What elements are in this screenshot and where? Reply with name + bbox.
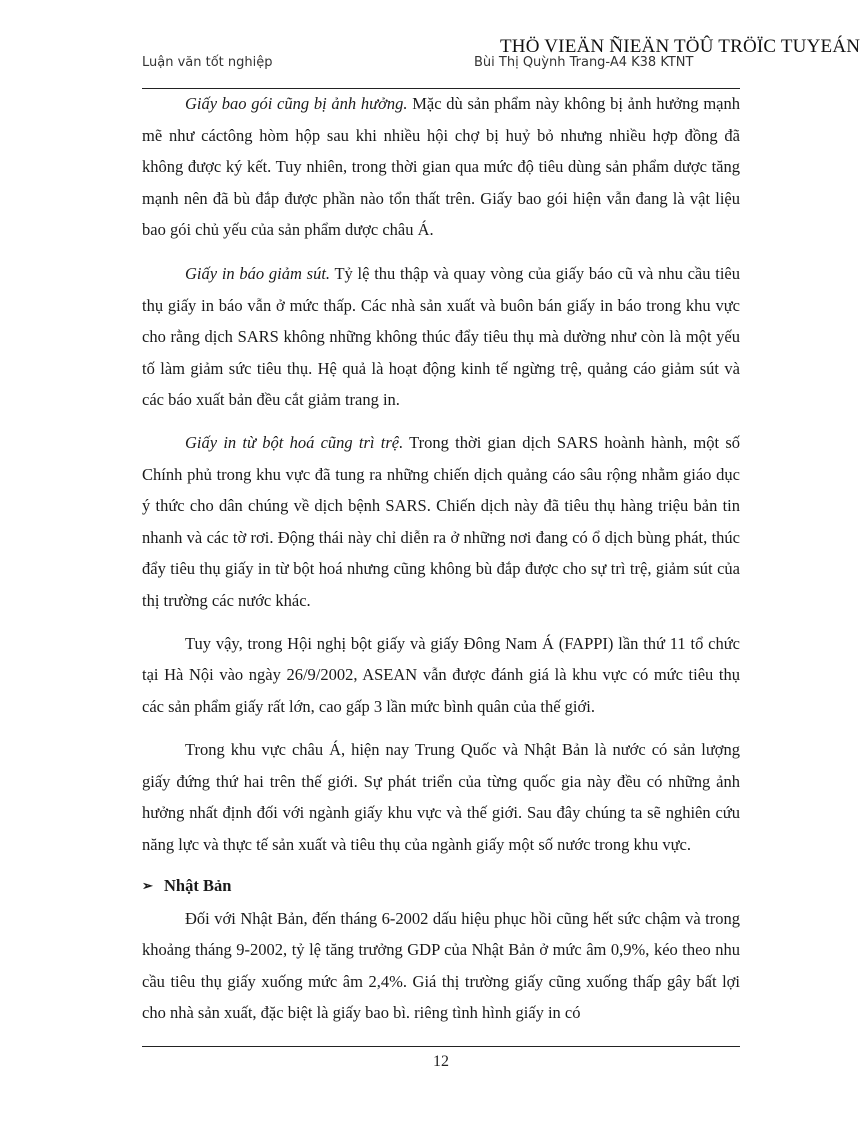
watermark-text: THÖ VIEÄN ÑIEÄN TÖÛ TRÖÏC TUYEÁN [500, 36, 860, 57]
paragraph-text: Tuy vậy, trong Hội nghị bột giấy và giấy Đông Nam Á (FAPPI) lần thứ 11 tổ chức tại Hà Nội vào ngày 26/9/2002, ASEAN vẫn được đánh giá là khu vực có mức tiêu thụ các sản phẩm giấy rất lớn, cao gấp 3 lần mức bình quân của thế giới. [142, 633, 740, 716]
paragraph-packaging-paper [142, 88, 740, 246]
document-body [142, 88, 740, 1029]
paragraph-lead: Giấy bao gói cũng bị ảnh hưởng. [185, 94, 408, 113]
paragraph-chemical-pulp-paper [142, 427, 740, 617]
paragraph-japan [142, 903, 740, 1029]
section-heading-text: Nhật Bản [164, 875, 232, 895]
header-left-title: Luận văn tốt nghiệp [142, 55, 273, 70]
header-author: Bùi Thị Quỳnh Trang-A4 K38 KTNT [474, 55, 694, 70]
section-heading-japan [142, 871, 740, 901]
paragraph-lead: Giấy in từ bột hoá cũng trì trệ. [185, 432, 404, 452]
footer-rule [142, 1046, 740, 1047]
paragraph-text: Đối với Nhật Bản, đến tháng 6-2002 dấu hiệu phục hồi cũng hết sức chậm và trong khoảng tháng 9-2002, tỷ lệ tăng trưởng GDP của Nhật Bản ở mức âm 0,9%, kéo theo nhu cầu tiêu thụ giấy xuống mức âm 2,4%. Giá thị trường giấy cũng xuống thấp gây bất lợi cho nhà sản xuất, đặc biệt là giấy bao bì. riêng tình hình giấy in có [142, 908, 740, 1023]
paragraph-text: Trong khu vực châu Á, hiện nay Trung Quốc và Nhật Bản là nước có sản lượng giấy đứng thứ hai trên thế giới. Sự phát triển của từng quốc gia này đều có những ảnh hưởng nhất định đối với ngành giấy khu vực và thế giới. Sau đây chúng ta sẽ nghiên cứu năng lực và thực tế sản xuất và tiêu thụ của ngành giấy một số nước trong khu vực. [142, 740, 740, 855]
paragraph-text: Mặc dù sản phẩm này không bị ảnh hưởng mạnh mẽ như cáctông hòm hộp sau khi nhiều hội chợ bị huỷ bỏ nhưng nhiều hợp đồng đã không được ký kết. Tuy nhiên, trong thời gian qua mức độ tiêu dùng sản phẩm dược tăng mạnh nên đã bù đắp được phần nào tổn thất trên. Giấy bao gói hiện vẫn đang là vật liệu bao gói chủ yếu của sản phẩm dược châu Á. [142, 94, 740, 240]
paragraph-fappi [142, 628, 740, 723]
paragraph-text: Trong thời gian dịch SARS hoành hành, một số Chính phủ trong khu vực đã tung ra những chiến dịch quảng cáo sâu rộng nhằm giáo dục ý thức cho dân chúng về dịch bệnh SARS. Chiến dịch này đã tiêu thụ hàng triệu bản tin nhanh và các tờ rơi. Động thái này chỉ diễn ra ở những nơi đang có ổ dịch bùng phát, thúc đẩy tiêu thụ giấy in từ bột hoá nhưng cũng không bù đắp được cho sự trì trệ, giảm sút của thị trường các nước khác. [142, 432, 740, 610]
paragraph-text: Tỷ lệ thu thập và quay vòng của giấy báo cũ và nhu cầu tiêu thụ giấy in báo vẫn ở mức thấp. Các nhà sản xuất và buôn bán giấy in báo trong khu vực cho rằng dịch SARS không những không thúc đẩy tiêu thụ mà dường như còn là một yếu tố làm giảm sức tiêu thụ. Hệ quả là hoạt động kinh tế ngừng trệ, quảng cáo giảm sút và các báo xuất bản đều cắt giảm trang in. [142, 263, 740, 410]
arrow-bullet-icon: ➢ [142, 877, 153, 893]
page-header [142, 55, 740, 75]
paragraph-asia-producers [142, 734, 740, 860]
paragraph-newsprint [142, 258, 740, 416]
page-number: 12 [433, 1053, 449, 1070]
paragraph-lead: Giấy in báo giảm sút. [185, 263, 331, 283]
